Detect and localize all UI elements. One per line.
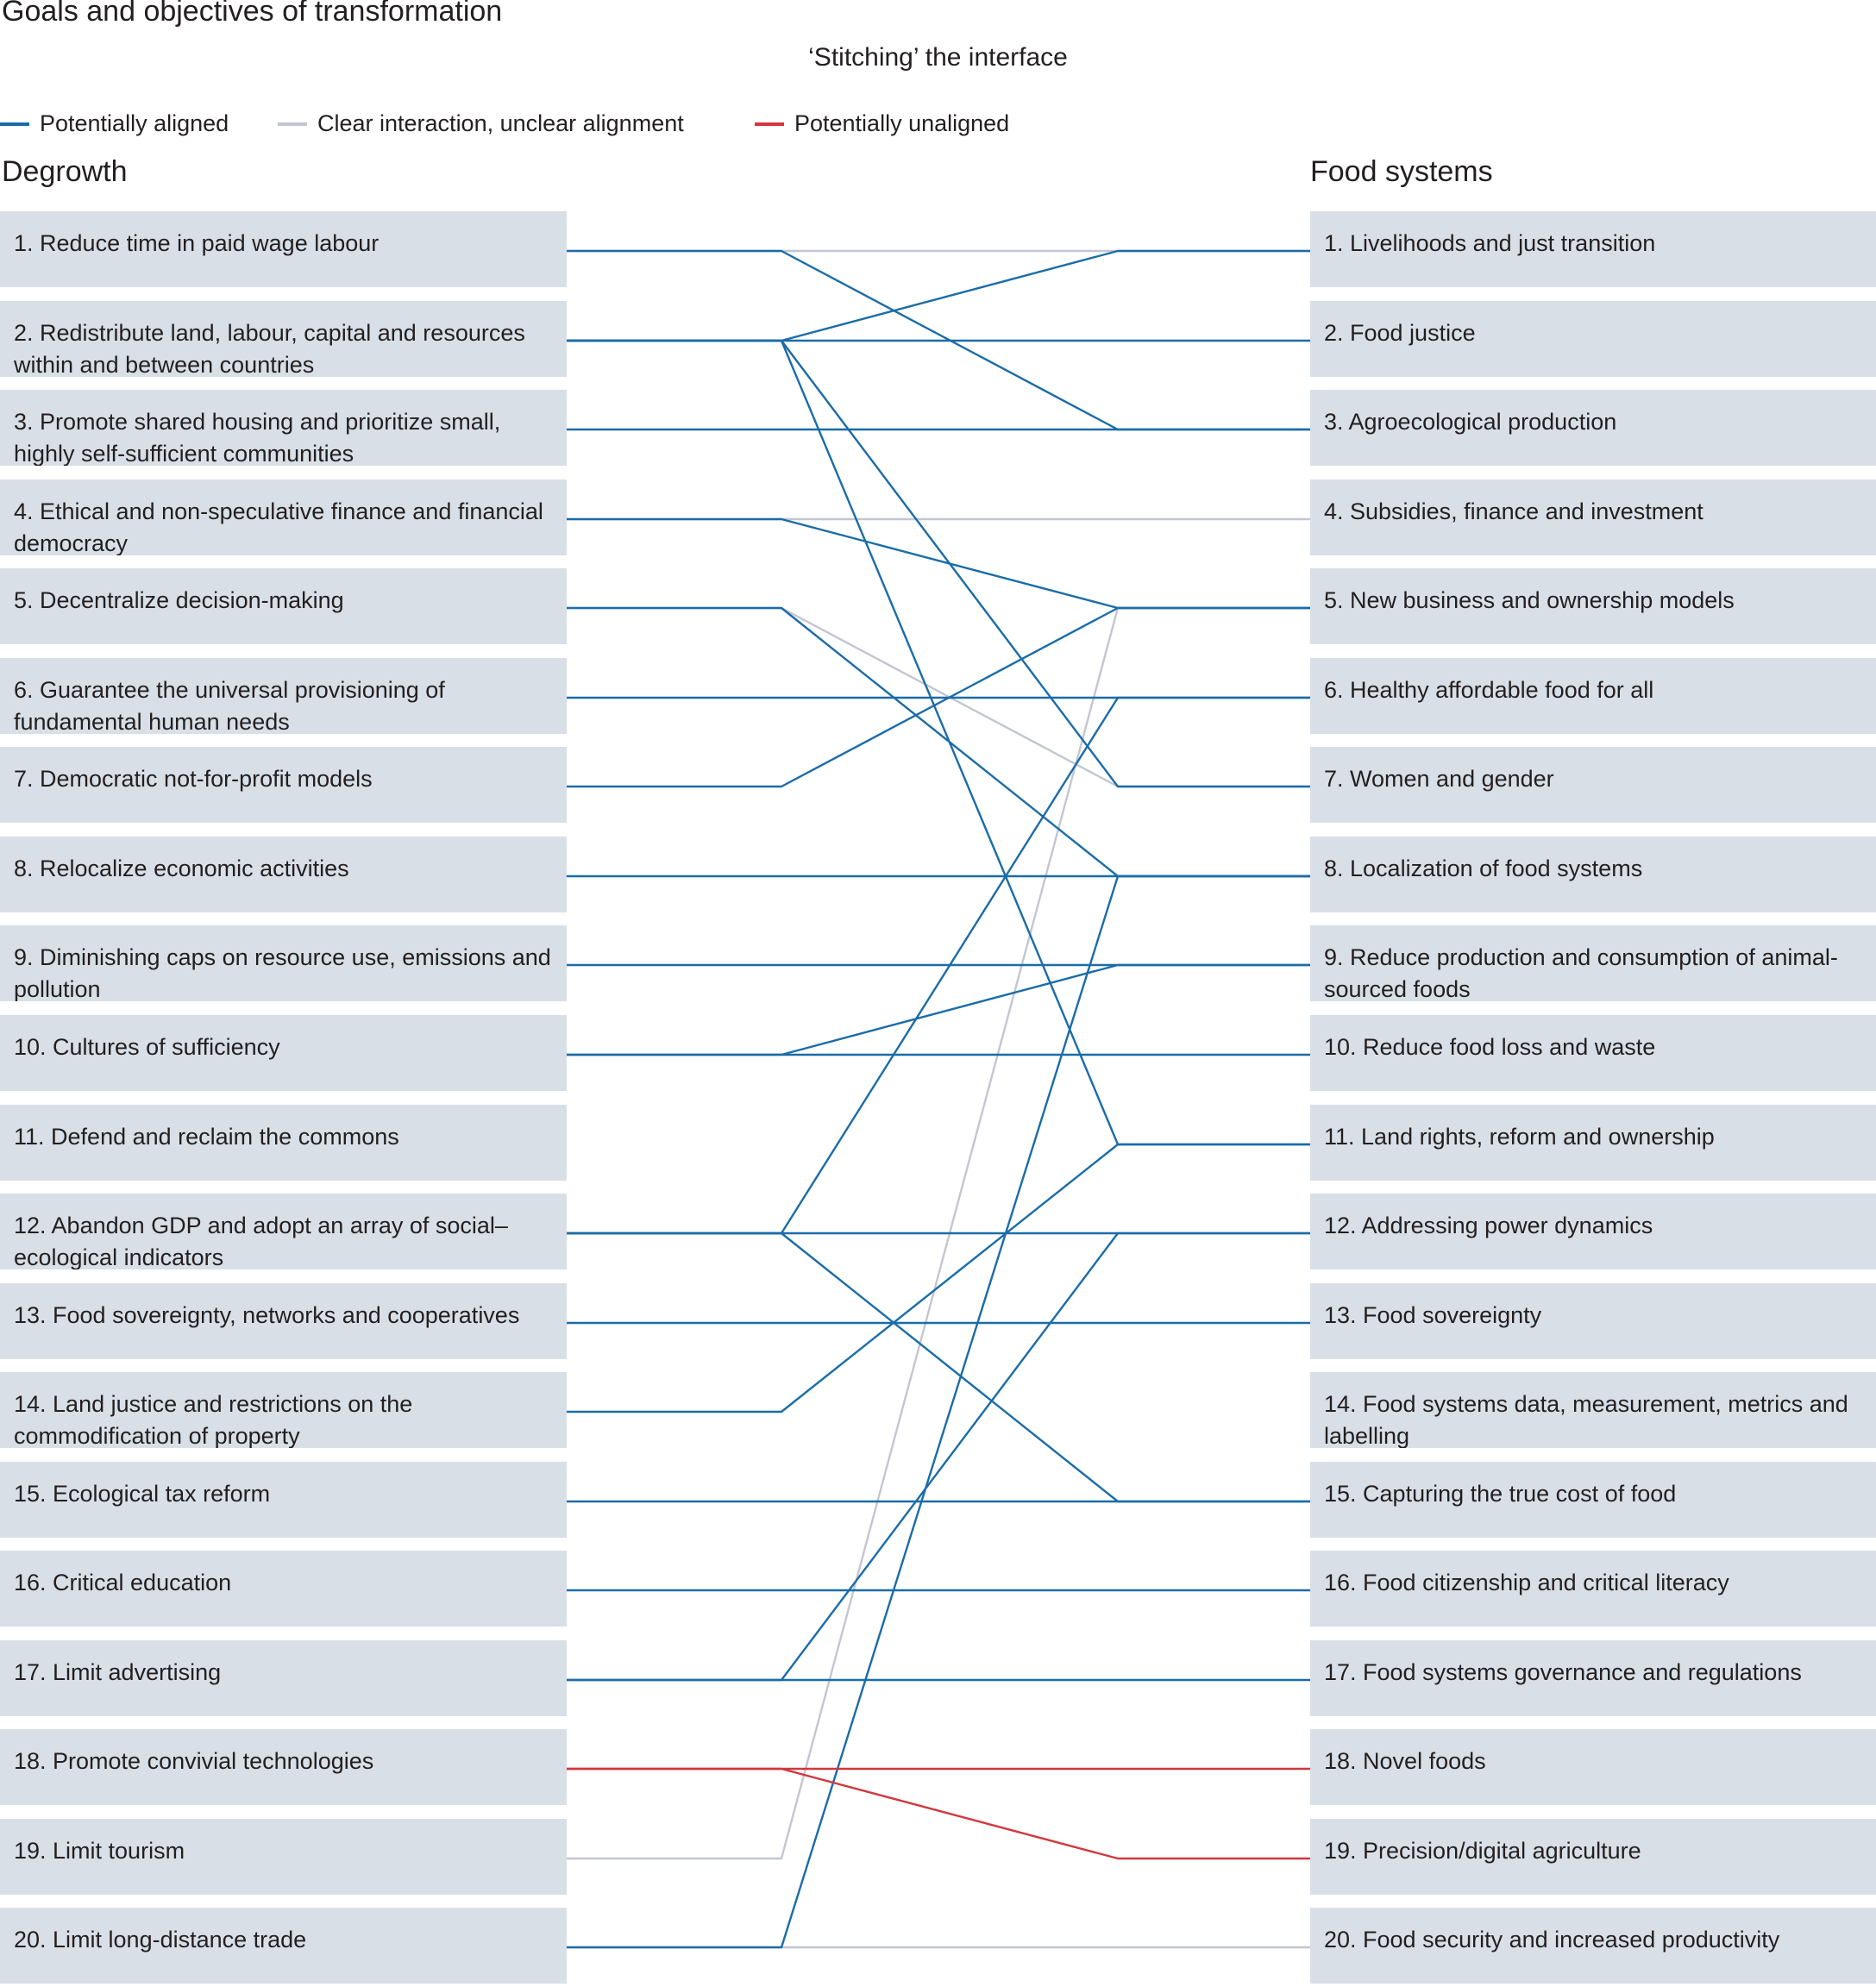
degrowth-goal-16: 16. Critical education (0, 1551, 567, 1627)
legend-label-unclear: Clear interaction, unclear alignment (317, 110, 684, 136)
food-systems-goal-10: 10. Reduce food loss and waste (1310, 1015, 1876, 1091)
degrowth-goal-1: 1. Reduce time in paid wage labour (0, 211, 567, 287)
food-systems-goal-14: 14. Food systems data, measurement, metrics and labelling (1310, 1372, 1876, 1448)
food-systems-goal-13: 13. Food sovereignty (1310, 1283, 1876, 1359)
degrowth-goal-15: 15. Ecological tax reform (0, 1462, 567, 1538)
connection-5-to-8 (567, 608, 1310, 876)
food-systems-goal-15: 15. Capturing the true cost of food (1310, 1462, 1876, 1538)
food-systems-goal-2: 2. Food justice (1310, 301, 1876, 377)
legend-label-unaligned: Potentially unaligned (794, 110, 1010, 136)
food-systems-goal-9: 9. Reduce production and consumption of animal-sourced foods (1310, 925, 1876, 1001)
food-systems-goal-18: 18. Novel foods (1310, 1729, 1876, 1805)
food-systems-goal-20: 20. Food security and increased productivity (1310, 1908, 1876, 1984)
degrowth-goal-10: 10. Cultures of sufficiency (0, 1015, 567, 1091)
food-systems-goal-8: 8. Localization of food systems (1310, 837, 1876, 912)
food-systems-goal-16: 16. Food citizenship and critical literacy (1310, 1551, 1876, 1627)
connection-17-to-12 (567, 1233, 1310, 1680)
connection-2-to-11 (567, 341, 1310, 1144)
degrowth-goal-9: 9. Diminishing caps on resource use, emissions and pollution (0, 925, 567, 1001)
food-systems-goal-19: 19. Precision/digital agriculture (1310, 1819, 1876, 1895)
food-systems-goal-1: 1. Livelihoods and just transition (1310, 211, 1876, 287)
food-systems-goal-7: 7. Women and gender (1310, 747, 1876, 823)
legend-label-aligned: Potentially aligned (40, 110, 229, 136)
diagram-subtitle: ‘Stitching’ the interface (808, 43, 1068, 72)
degrowth-goal-2: 2. Redistribute land, labour, capital and resources within and between countries (0, 301, 567, 377)
food-systems-goal-4: 4. Subsidies, finance and investment (1310, 480, 1876, 555)
food-systems-goal-17: 17. Food systems governance and regulations (1310, 1640, 1876, 1716)
degrowth-goal-17: 17. Limit advertising (0, 1640, 567, 1716)
degrowth-goal-19: 19. Limit tourism (0, 1819, 567, 1895)
connection-4-to-5 (567, 519, 1310, 608)
degrowth-goal-7: 7. Democratic not-for-profit models (0, 747, 567, 823)
degrowth-goal-20: 20. Limit long-distance trade (0, 1908, 567, 1984)
degrowth-goal-6: 6. Guarantee the universal provisioning of fundamental human needs (0, 658, 567, 734)
connection-18-to-19 (567, 1769, 1310, 1859)
degrowth-goal-3: 3. Promote shared housing and prioritize small, highly self-sufficient communities (0, 390, 567, 466)
connection-10-to-9 (567, 965, 1310, 1055)
degrowth-goal-5: 5. Decentralize decision-making (0, 568, 567, 644)
degrowth-goal-8: 8. Relocalize economic activities (0, 837, 567, 912)
page-title: Goals and objectives of transformation (2, 0, 503, 28)
food-systems-goal-6: 6. Healthy affordable food for all (1310, 658, 1876, 734)
degrowth-goal-14: 14. Land justice and restrictions on the commodification of property (0, 1372, 567, 1448)
food-systems-column-header: Food systems (1310, 155, 1493, 188)
degrowth-goal-13: 13. Food sovereignty, networks and cooperatives (0, 1283, 567, 1359)
connection-2-to-7 (567, 341, 1310, 787)
food-systems-goal-11: 11. Land rights, reform and ownership (1310, 1105, 1876, 1181)
degrowth-goal-11: 11. Defend and reclaim the commons (0, 1105, 567, 1181)
connection-2-to-1 (567, 251, 1310, 341)
degrowth-goal-4: 4. Ethical and non-speculative finance and financial democracy (0, 480, 567, 555)
degrowth-column-header: Degrowth (2, 155, 128, 188)
food-systems-goal-5: 5. New business and ownership models (1310, 568, 1876, 644)
food-systems-goal-3: 3. Agroecological production (1310, 390, 1876, 466)
food-systems-goal-12: 12. Addressing power dynamics (1310, 1194, 1876, 1269)
degrowth-goal-18: 18. Promote convivial technologies (0, 1729, 567, 1805)
degrowth-goal-12: 12. Abandon GDP and adopt an array of social–ecological indicators (0, 1194, 567, 1269)
